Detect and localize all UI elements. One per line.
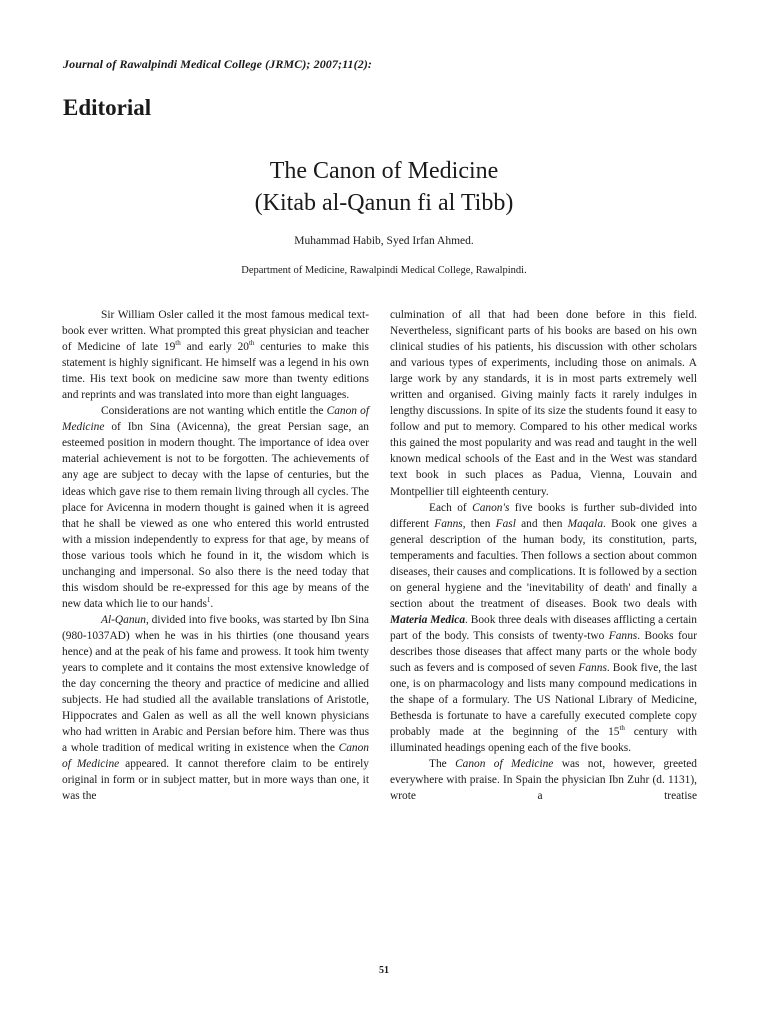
italic-term: Maqala — [567, 517, 604, 530]
section-heading: Editorial — [63, 95, 152, 120]
text-run: and then — [515, 517, 568, 530]
superscript: th — [175, 339, 181, 348]
authors: Muhammad Habib, Syed Irfan Ahmed. — [294, 235, 474, 247]
italic-term: Fasl — [495, 517, 516, 530]
text-run: . Books four describes those diseases that affect many parts or the whole body such as fevers and is composed of seven — [390, 629, 697, 675]
paragraph-5 — [390, 500, 697, 757]
text-run: . Book five, the last one, is on pharmacology and lists many compound medications in the shape of a formulary. The US National Library of Medicine, Bethesda is fortunate to have a carefully executed complete copy probably made at the beginning of the 15 — [390, 662, 697, 739]
italic-term: Materia Medica — [390, 613, 466, 626]
text-run: , then — [462, 517, 496, 530]
text-run: Considerations are not wanting which entitle the — [101, 405, 327, 418]
text-run: of Ibn Sina (Avicenna), the great Persian sage, an esteemed position in modern thought. The importance of idea over material achievement is not to be forgotten. The achievements of any age are subject to decay with the lapse of centuries, but the ideas which gave rise to them remain living through all cycles. The place for Avicenna in modern thought is gained when it is agreed that he shall be viewed as one who entered this world entrusted with a mission independently to express for that age, by means of those various tools which he found in it, the wisdom which is unchanging and impersonal. So also there is the need today that this wisdom should be re-expressed for this age by means of the new data which lie to our hands — [62, 421, 369, 610]
paragraph-1 — [62, 307, 369, 403]
right-column — [390, 307, 697, 804]
journal-citation: Journal of Rawalpindi Medical College (JRMC); 2007;11(2): — [63, 57, 373, 71]
article-title: The Canon of Medicine — [269, 158, 499, 184]
text-run: five books is further sub-divided into different — [390, 501, 697, 530]
italic-title: Canon of Medicine — [62, 405, 369, 434]
italic-title: Canon of Medicine — [62, 742, 369, 771]
text-run: Each of — [429, 501, 473, 514]
text-run: centuries to make this statement is highly significant. He himself was a legend in his own time. His text book on medicine saw more than twenty editions and reprints and was translated into more than eight languages. — [62, 341, 369, 402]
italic-term: Canon's — [472, 501, 510, 514]
text-run: . Book three deals with diseases afflicting a certain part of the body. This consists of twenty-two — [390, 613, 698, 642]
superscript: th — [248, 339, 255, 348]
text-run: . — [210, 597, 214, 610]
italic-term: Fanns — [578, 662, 607, 675]
text-run: and early 20 — [180, 341, 249, 354]
text-run: . Book one gives a general description of the human body, its constitution, parts, temperaments and faculties. Then follows a section about common diseases, their causes and complications. It is followed by a section on general hygiene and the 'inevitability of death' and finally a section about the treatment of diseases. Book two deals with — [390, 517, 698, 610]
text-run: , divided into five books, was started by Ibn Sina (980-1037AD) when he was in his thirties (one thousand years hence) and at the peak of his fame and prowess. It took him twenty years to complete and it contains the most extensive knowledge of the day concerning the theory and practice of medicine and allied subjects. He had studied all the available translations of Aristotle, Hippocrates and Galen as well as all the well known physicians who had written in Arabic and Persian before him. There was thus a whole tradition of medical writing in existence when the — [62, 613, 369, 755]
left-column — [62, 307, 369, 804]
paragraph-6 — [390, 756, 697, 804]
text-run: Sir William Osler called it the most famous medical text-book ever written. What prompted this great physician and teacher of Medicine of late 19 — [62, 309, 369, 354]
paragraph-4: culmination of all that had been done before in this field. Nevertheless, significant parts of his books are based on his own clinical studies of his patients, his discussion with other scholars and various types of experiments, including those on animals. A large work by any standards, it is in most parts extremely well written and organised. Giving mainly facts it rarely indulges in lengthy discussions. In spite of its size the students found it easy to follow and put to memory. Compared to his other medical works this gained the most popularity and was read and taught in the well known medical schools of the East and in the West was standard text book in such places as Padua, Vienna, Louvain and Montpellier till eighteenth century. — [390, 309, 697, 498]
italic-title: Al-Qanun — [101, 613, 146, 626]
text-run: The — [429, 758, 456, 771]
paragraph-3 — [62, 612, 369, 805]
italic-term: Fanns — [434, 517, 463, 530]
superscript: th — [619, 724, 625, 733]
paragraph-2 — [62, 403, 369, 612]
text-run: was not, however, greeted everywhere with praise. In Spain the physician Ibn Zuhr (d. 1131), wrote a treatise — [390, 758, 697, 803]
page-number: 51 — [379, 965, 389, 976]
text-run: century with illuminated headings opening each of the five books. — [390, 726, 697, 755]
italic-term: Fanns — [608, 629, 638, 642]
italic-title: Canon of Medicine — [455, 758, 554, 771]
text-run: appeared. It cannot therefore claim to be entirely original in form or in subject matter, but in more ways than one, it was the — [62, 758, 369, 803]
reference-marker: 1 — [206, 596, 211, 605]
affiliation: Department of Medicine, Rawalpindi Medical College, Rawalpindi. — [241, 265, 527, 276]
article-subtitle: (Kitab al-Qanun fi al Tibb) — [254, 190, 514, 216]
